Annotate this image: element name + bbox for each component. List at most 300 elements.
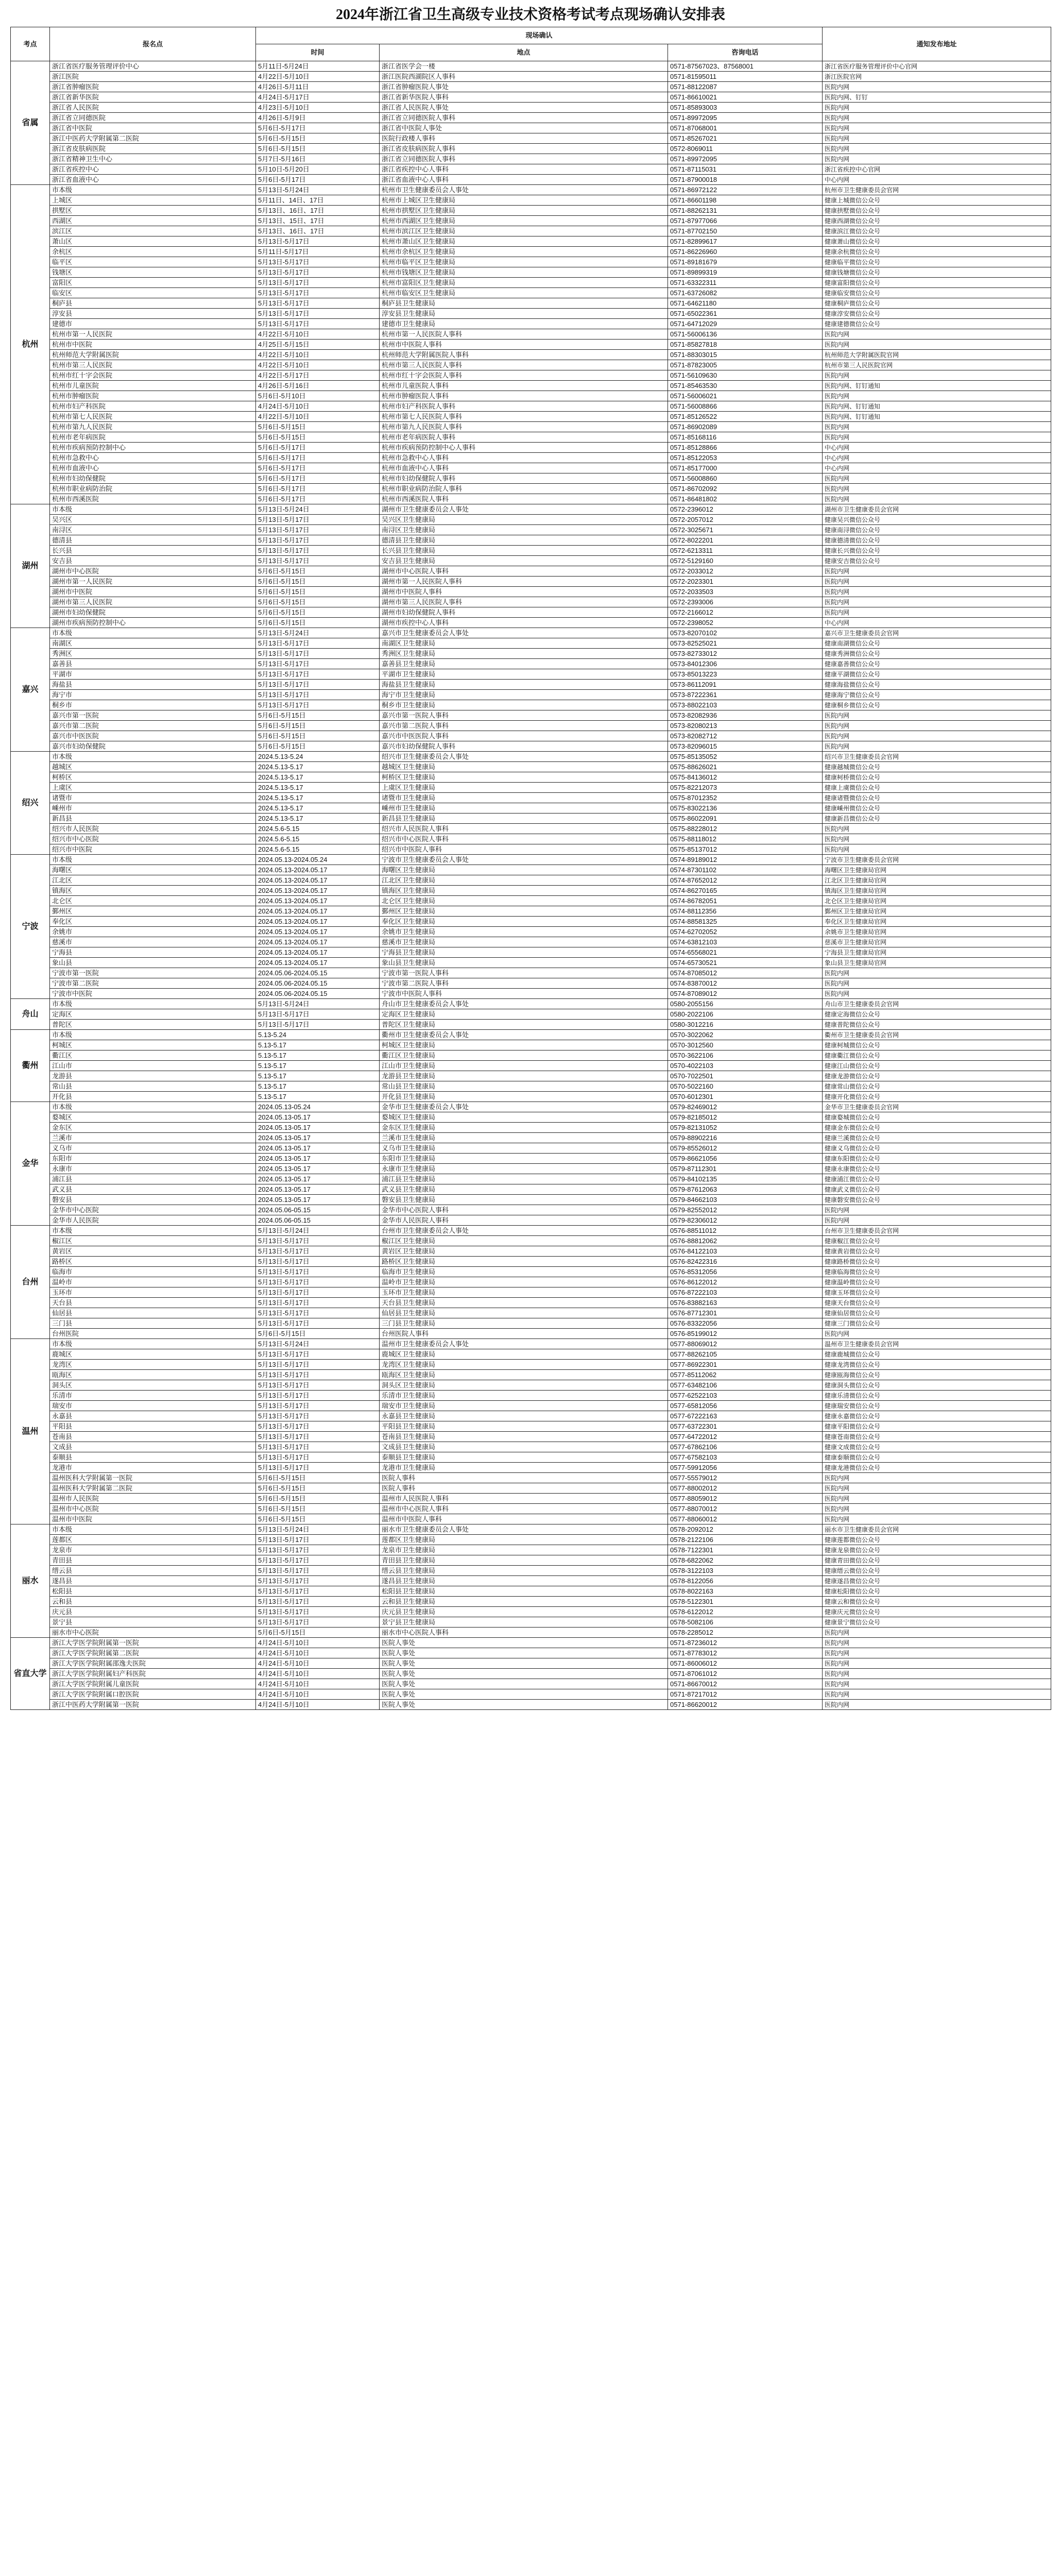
phone-cell: 0578-5082106 [668, 1617, 823, 1628]
time-cell: 2024.5.13-5.24 [256, 752, 380, 762]
location-cell: 兰溪市卫生健康局 [380, 1133, 668, 1143]
phone-cell: 0576-85312056 [668, 1267, 823, 1277]
phone-cell: 0571-86670012 [668, 1679, 823, 1689]
phone-cell: 0573-88022103 [668, 700, 823, 710]
location-cell: 越城区卫生健康局 [380, 762, 668, 772]
time-cell: 4月22日-5月17日 [256, 370, 380, 381]
institution-cell: 玉环市 [50, 1287, 256, 1298]
time-cell: 4月24日-5月10日 [256, 1679, 380, 1689]
phone-cell: 0574-88112356 [668, 906, 823, 917]
time-cell: 5月6日-5月15日 [256, 597, 380, 607]
institution-cell: 绍兴市中心医院 [50, 834, 256, 844]
location-cell: 杭州市钱塘区卫生健康局 [380, 267, 668, 278]
notice-cell: 健康乐清微信公众号 [823, 1391, 1051, 1401]
location-cell: 丽水市中心医院人事科 [380, 1628, 668, 1638]
institution-cell: 浙江省皮肤病医院 [50, 144, 256, 154]
institution-cell: 临海市 [50, 1267, 256, 1277]
table-row [11, 1205, 1051, 1215]
table-row [11, 113, 1051, 123]
institution-cell: 南湖区 [50, 638, 256, 649]
phone-cell: 0577-86922301 [668, 1360, 823, 1370]
phone-cell: 0576-83882163 [668, 1298, 823, 1308]
location-cell: 宁波市第二医院人事科 [380, 978, 668, 989]
region-cell: 宁波 [11, 855, 50, 999]
institution-cell: 绍兴市人民医院 [50, 824, 256, 834]
phone-cell: 0575-83022136 [668, 803, 823, 814]
phone-cell: 0575-88118012 [668, 834, 823, 844]
phone-cell: 0574-65730521 [668, 958, 823, 968]
institution-cell: 衢江区 [50, 1050, 256, 1061]
notice-cell: 医院内网 [823, 597, 1051, 607]
institution-cell: 台州医院 [50, 1329, 256, 1339]
notice-cell: 健康桐乡微信公众号 [823, 700, 1051, 710]
time-cell: 2024.05.13-05.17 [256, 1174, 380, 1184]
phone-cell: 0577-63722301 [668, 1421, 823, 1432]
institution-cell: 上城区 [50, 195, 256, 206]
institution-cell: 上虞区 [50, 783, 256, 793]
time-cell: 5月13日-5月17日 [256, 1267, 380, 1277]
location-cell: 桐乡市卫生健康局 [380, 700, 668, 710]
table-row [11, 1514, 1051, 1524]
institution-cell: 嵊州市 [50, 803, 256, 814]
phone-cell: 0572-2057012 [668, 515, 823, 525]
location-cell: 松阳县卫生健康局 [380, 1586, 668, 1597]
table-row [11, 494, 1051, 504]
phone-cell: 0576-86122012 [668, 1277, 823, 1287]
region-cell: 丽水 [11, 1524, 50, 1638]
time-cell: 5月13日-5月24日 [256, 999, 380, 1009]
time-cell: 2024.05.06-2024.05.15 [256, 978, 380, 989]
table-row [11, 1597, 1051, 1607]
time-cell: 2024.5.13-5.17 [256, 772, 380, 783]
location-cell: 常山县卫生健康局 [380, 1081, 668, 1092]
table-row [11, 370, 1051, 381]
phone-cell: 0579-85526012 [668, 1143, 823, 1154]
table-row [11, 278, 1051, 288]
notice-cell: 医院内网 [823, 154, 1051, 164]
time-cell: 2024.5.6-5.15 [256, 844, 380, 855]
table-row [11, 556, 1051, 566]
table-row [11, 937, 1051, 947]
notice-cell: 江北区卫生健康局官网 [823, 875, 1051, 886]
institution-cell: 湖州市第三人民医院 [50, 597, 256, 607]
location-cell: 莲都区卫生健康局 [380, 1535, 668, 1545]
time-cell: 4月24日-5月10日 [256, 1658, 380, 1669]
time-cell: 2024.05.06-2024.05.15 [256, 968, 380, 978]
phone-cell: 0571-87977066 [668, 216, 823, 226]
institution-cell: 湖州市妇幼保健院 [50, 607, 256, 618]
time-cell: 5月13日、15日、17日 [256, 216, 380, 226]
time-cell: 2024.05.13-2024.05.17 [256, 927, 380, 937]
table-row [11, 649, 1051, 659]
phone-cell: 0578-5122301 [668, 1597, 823, 1607]
notice-cell: 健康遂昌微信公众号 [823, 1576, 1051, 1586]
notice-cell: 健康婺城微信公众号 [823, 1112, 1051, 1123]
notice-cell: 健康龙港微信公众号 [823, 1463, 1051, 1473]
phone-cell: 0578-2092012 [668, 1524, 823, 1535]
location-cell: 南浔区卫生健康局 [380, 525, 668, 535]
institution-cell: 嘉兴市第一医院 [50, 710, 256, 721]
phone-cell: 0578-8022163 [668, 1586, 823, 1597]
phone-cell: 0571-65022361 [668, 309, 823, 319]
institution-cell: 杭州市老年病医院 [50, 432, 256, 443]
location-cell: 杭州市上城区卫生健康局 [380, 195, 668, 206]
location-cell: 台州市卫生健康委员会人事处 [380, 1226, 668, 1236]
location-cell: 北仑区卫生健康局 [380, 896, 668, 906]
region-cell: 绍兴 [11, 752, 50, 855]
location-cell: 苍南县卫生健康局 [380, 1432, 668, 1442]
location-cell: 嘉兴市妇幼保健院人事科 [380, 741, 668, 752]
location-cell: 龙泉市卫生健康局 [380, 1545, 668, 1555]
institution-cell: 象山县 [50, 958, 256, 968]
location-cell: 浙江省医学会一楼 [380, 61, 668, 72]
table-row [11, 1391, 1051, 1401]
institution-cell: 浙江省血液中心 [50, 175, 256, 185]
table-row [11, 1463, 1051, 1473]
table-row [11, 1226, 1051, 1236]
time-cell: 4月23日-5月10日 [256, 103, 380, 113]
notice-cell: 健康平湖微信公众号 [823, 669, 1051, 680]
phone-cell: 0579-84102135 [668, 1174, 823, 1184]
table-row [11, 1030, 1051, 1040]
time-cell: 5月11日、14日、17日 [256, 195, 380, 206]
location-cell: 开化县卫生健康局 [380, 1092, 668, 1102]
time-cell: 4月24日-5月10日 [256, 401, 380, 412]
time-cell: 5月6日-5月17日 [256, 123, 380, 133]
location-cell: 遂昌县卫生健康局 [380, 1576, 668, 1586]
notice-cell: 健康新昌微信公众号 [823, 814, 1051, 824]
notice-cell: 医院内网 [823, 422, 1051, 432]
time-cell: 5月13日-5月24日 [256, 185, 380, 195]
table-row [11, 577, 1051, 587]
notice-cell: 医院内网 [823, 978, 1051, 989]
time-cell: 5月13日-5月17日 [256, 1576, 380, 1586]
notice-cell: 医院内网 [823, 731, 1051, 741]
institution-cell: 路桥区 [50, 1257, 256, 1267]
time-cell: 2024.5.13-5.17 [256, 803, 380, 814]
location-cell: 柯城区卫生健康局 [380, 1040, 668, 1050]
phone-cell: 0571-86702092 [668, 484, 823, 494]
time-cell: 5月13日-5月17日 [256, 1463, 380, 1473]
table-row [11, 1555, 1051, 1566]
table-row [11, 360, 1051, 370]
time-cell: 5月6日-5月17日 [256, 453, 380, 463]
table-row [11, 762, 1051, 772]
phone-cell: 0570-3022062 [668, 1030, 823, 1040]
location-cell: 永嘉县卫生健康局 [380, 1411, 668, 1421]
phone-cell: 0571-87115031 [668, 164, 823, 175]
time-cell: 2024.05.13-05.17 [256, 1123, 380, 1133]
institution-cell: 丽水市中心医院 [50, 1628, 256, 1638]
location-cell: 象山县卫生健康局 [380, 958, 668, 968]
time-cell: 5月13日-5月17日 [256, 1020, 380, 1030]
notice-cell: 奉化区卫生健康局官网 [823, 917, 1051, 927]
notice-cell: 医院内网 [823, 123, 1051, 133]
time-cell: 5月13日-5月17日 [256, 1442, 380, 1452]
time-cell: 5月13日-5月17日 [256, 1287, 380, 1298]
phone-cell: 0578-6822062 [668, 1555, 823, 1566]
time-cell: 2024.05.13-2024.05.17 [256, 906, 380, 917]
notice-cell: 绍兴市卫生健康委员会官网 [823, 752, 1051, 762]
time-cell: 5月13日-5月24日 [256, 1524, 380, 1535]
institution-cell: 温岭市 [50, 1277, 256, 1287]
institution-cell: 杭州市妇产科医院 [50, 401, 256, 412]
table-row [11, 1473, 1051, 1483]
notice-cell: 象山县卫生健康局官网 [823, 958, 1051, 968]
notice-cell: 余姚市卫生健康局官网 [823, 927, 1051, 937]
table-header [11, 27, 1051, 61]
time-cell: 5月13日-5月17日 [256, 1566, 380, 1576]
location-cell: 医院人事科 [380, 1483, 668, 1494]
notice-cell: 金华市卫生健康委员会官网 [823, 1102, 1051, 1112]
notice-cell: 健康嵊州微信公众号 [823, 803, 1051, 814]
notice-cell: 医院内网 [823, 494, 1051, 504]
table-row [11, 607, 1051, 618]
notice-cell: 健康淳安微信公众号 [823, 309, 1051, 319]
table-row [11, 1442, 1051, 1452]
notice-cell: 医院内网 [823, 82, 1051, 92]
notice-cell: 健康浦江微信公众号 [823, 1174, 1051, 1184]
phone-cell: 0574-83870012 [668, 978, 823, 989]
time-cell: 4月25日-5月15日 [256, 340, 380, 350]
notice-cell: 慈溪市卫生健康局官网 [823, 937, 1051, 947]
time-cell: 5.13-5.17 [256, 1061, 380, 1071]
location-cell: 杭州市西溪医院人事科 [380, 494, 668, 504]
time-cell: 5月6日-5月15日 [256, 566, 380, 577]
institution-cell: 湖州市中医院 [50, 587, 256, 597]
institution-cell: 杭州市血液中心 [50, 463, 256, 473]
notice-cell: 宁海县卫生健康局官网 [823, 947, 1051, 958]
notice-cell: 健康诸暨微信公众号 [823, 793, 1051, 803]
institution-cell: 杭州市第七人民医院 [50, 412, 256, 422]
location-cell: 黄岩区卫生健康局 [380, 1246, 668, 1257]
table-row [11, 103, 1051, 113]
institution-cell: 杭州市职业病防治院 [50, 484, 256, 494]
notice-cell: 海曙区卫生健康局官网 [823, 865, 1051, 875]
header-notice: 通知发布地址 [823, 27, 1051, 61]
phone-cell: 0575-85137012 [668, 844, 823, 855]
location-cell: 浙江省立同德医院人事科 [380, 154, 668, 164]
time-cell: 5月6日-5月15日 [256, 1514, 380, 1524]
phone-cell: 0577-85112062 [668, 1370, 823, 1380]
table-row [11, 1236, 1051, 1246]
table-row [11, 453, 1051, 463]
time-cell: 5月13日-5月24日 [256, 504, 380, 515]
phone-cell: 0573-84012306 [668, 659, 823, 669]
location-cell: 浙江省血液中心人事科 [380, 175, 668, 185]
notice-cell: 健康余杭微信公众号 [823, 247, 1051, 257]
table-row [11, 834, 1051, 844]
time-cell: 5月13日-5月17日 [256, 649, 380, 659]
time-cell: 5月13日-5月17日 [256, 1607, 380, 1617]
notice-cell: 医院内网 [823, 1628, 1051, 1638]
phone-cell: 0571-87236012 [668, 1638, 823, 1648]
phone-cell: 0571-85168116 [668, 432, 823, 443]
notice-cell: 医院内网 [823, 1473, 1051, 1483]
table-row [11, 61, 1051, 72]
table-row [11, 978, 1051, 989]
institution-cell: 北仑区 [50, 896, 256, 906]
phone-cell: 0572-8069011 [668, 144, 823, 154]
time-cell: 5月13日-5月17日 [256, 1411, 380, 1421]
institution-cell: 温州医科大学附属第二医院 [50, 1483, 256, 1494]
table-row [11, 195, 1051, 206]
notice-cell: 健康瓯海微信公众号 [823, 1370, 1051, 1380]
notice-cell: 健康永康微信公众号 [823, 1164, 1051, 1174]
notice-cell: 健康开化微信公众号 [823, 1092, 1051, 1102]
time-cell: 5月13日-5月17日 [256, 1257, 380, 1267]
location-cell: 浦江县卫生健康局 [380, 1174, 668, 1184]
phone-cell: 0579-82185012 [668, 1112, 823, 1123]
notice-cell: 健康玉环微信公众号 [823, 1287, 1051, 1298]
table-row [11, 1020, 1051, 1030]
notice-cell: 浙江省疾控中心官网 [823, 164, 1051, 175]
phone-cell: 0574-86782051 [668, 896, 823, 906]
table-row [11, 1287, 1051, 1298]
notice-cell: 医院内网 [823, 710, 1051, 721]
phone-cell: 0579-84662103 [668, 1195, 823, 1205]
location-cell: 温州市人民医院人事科 [380, 1494, 668, 1504]
notice-cell: 医院内网 [823, 968, 1051, 978]
table-row [11, 82, 1051, 92]
table-row [11, 731, 1051, 741]
time-cell: 5月6日-5月15日 [256, 577, 380, 587]
phone-cell: 0571-88122087 [668, 82, 823, 92]
notice-cell: 健康磐安微信公众号 [823, 1195, 1051, 1205]
table-row [11, 1061, 1051, 1071]
notice-cell: 健康文成微信公众号 [823, 1442, 1051, 1452]
table-row [11, 422, 1051, 432]
phone-cell: 0572-2033012 [668, 566, 823, 577]
table-row [11, 721, 1051, 731]
time-cell: 5月6日-5月15日 [256, 731, 380, 741]
table-row [11, 1504, 1051, 1514]
table-row [11, 1617, 1051, 1628]
table-row [11, 535, 1051, 546]
table-row [11, 154, 1051, 164]
table-row [11, 175, 1051, 185]
institution-cell: 浙江省医疗服务管理评价中心 [50, 61, 256, 72]
phone-cell: 0571-85893003 [668, 103, 823, 113]
location-cell: 临海市卫生健康局 [380, 1267, 668, 1277]
table-row [11, 298, 1051, 309]
phone-cell: 0578-2285012 [668, 1628, 823, 1638]
location-cell: 嘉兴市中医医院人事科 [380, 731, 668, 741]
phone-cell: 0571-63726082 [668, 288, 823, 298]
phone-cell: 0574-87301102 [668, 865, 823, 875]
time-cell: 5月13日-5月17日 [256, 1318, 380, 1329]
phone-cell: 0577-63482106 [668, 1380, 823, 1391]
time-cell: 2024.05.13-2024.05.17 [256, 937, 380, 947]
location-cell: 东阳市卫生健康局 [380, 1154, 668, 1164]
notice-cell: 健康泰顺微信公众号 [823, 1452, 1051, 1463]
table-row [11, 1009, 1051, 1020]
notice-cell: 健康鹿城微信公众号 [823, 1349, 1051, 1360]
phone-cell: 0571-85128866 [668, 443, 823, 453]
notice-cell: 健康义乌微信公众号 [823, 1143, 1051, 1154]
phone-cell: 0575-88626021 [668, 762, 823, 772]
location-cell: 玉环市卫生健康局 [380, 1287, 668, 1298]
time-cell: 5月13日-5月17日 [256, 257, 380, 267]
time-cell: 5月6日-5月15日 [256, 133, 380, 144]
institution-cell: 永嘉县 [50, 1411, 256, 1421]
institution-cell: 龙港市 [50, 1463, 256, 1473]
location-cell: 三门县卫生健康局 [380, 1318, 668, 1329]
institution-cell: 浙江省疾控中心 [50, 164, 256, 175]
institution-cell: 平阳县 [50, 1421, 256, 1432]
table-row [11, 1360, 1051, 1370]
table-row [11, 958, 1051, 968]
table-row [11, 927, 1051, 937]
location-cell: 桐庐县卫生健康局 [380, 298, 668, 309]
header-confirm-group: 现场确认 [256, 27, 823, 44]
time-cell: 5月13日-5月17日 [256, 1246, 380, 1257]
notice-cell: 医院内网 [823, 989, 1051, 999]
phone-cell: 0574-89189012 [668, 855, 823, 865]
phone-cell: 0577-88070012 [668, 1504, 823, 1514]
time-cell: 2024.05.13-05.17 [256, 1164, 380, 1174]
table-row [11, 1154, 1051, 1164]
table-row [11, 1081, 1051, 1092]
phone-cell: 0573-82525021 [668, 638, 823, 649]
institution-cell: 浙江大学医学院附属儿童医院 [50, 1679, 256, 1689]
institution-cell: 江北区 [50, 875, 256, 886]
institution-cell: 湖州市第一人民医院 [50, 577, 256, 587]
notice-cell: 健康临安微信公众号 [823, 288, 1051, 298]
notice-cell: 湖州市卫生健康委员会官网 [823, 504, 1051, 515]
location-cell: 金华市人民医院人事科 [380, 1215, 668, 1226]
phone-cell: 0578-3122103 [668, 1566, 823, 1576]
notice-cell: 医院内网 [823, 587, 1051, 597]
time-cell: 5月6日-5月10日 [256, 391, 380, 401]
location-cell: 鄞州区卫生健康局 [380, 906, 668, 917]
institution-cell: 温州市人民医院 [50, 1494, 256, 1504]
institution-cell: 缙云县 [50, 1566, 256, 1576]
institution-cell: 金东区 [50, 1123, 256, 1133]
phone-cell: 0578-8122056 [668, 1576, 823, 1586]
location-cell: 杭州市妇产科医院人事科 [380, 401, 668, 412]
institution-cell: 嘉兴市第二医院 [50, 721, 256, 731]
table-row [11, 247, 1051, 257]
phone-cell: 0574-63812103 [668, 937, 823, 947]
time-cell: 5月13日-5月17日 [256, 267, 380, 278]
time-cell: 2024.05.06-05.15 [256, 1215, 380, 1226]
institution-cell: 武义县 [50, 1184, 256, 1195]
phone-cell: 0577-65812056 [668, 1401, 823, 1411]
institution-cell: 柯城区 [50, 1040, 256, 1050]
time-cell: 4月26日-5月11日 [256, 82, 380, 92]
phone-cell: 0576-87712301 [668, 1308, 823, 1318]
table-row [11, 381, 1051, 391]
institution-cell: 东阳市 [50, 1154, 256, 1164]
table-row [11, 473, 1051, 484]
location-cell: 磐安县卫生健康局 [380, 1195, 668, 1205]
institution-cell: 泰顺县 [50, 1452, 256, 1463]
time-cell: 5月6日-5月15日 [256, 721, 380, 731]
institution-cell: 嘉兴市妇幼保健院 [50, 741, 256, 752]
notice-cell: 中心内网 [823, 618, 1051, 628]
notice-cell: 衢州市卫生健康委员会官网 [823, 1030, 1051, 1040]
phone-cell: 0573-82733012 [668, 649, 823, 659]
location-cell: 杭州市第七人民医院人事科 [380, 412, 668, 422]
notice-cell: 温州市卫生健康委员会官网 [823, 1339, 1051, 1349]
table-row [11, 1102, 1051, 1112]
table-row [11, 896, 1051, 906]
phone-cell: 0577-88069012 [668, 1339, 823, 1349]
location-cell: 定海区卫生健康局 [380, 1009, 668, 1020]
table-row [11, 1308, 1051, 1318]
institution-cell: 桐庐县 [50, 298, 256, 309]
